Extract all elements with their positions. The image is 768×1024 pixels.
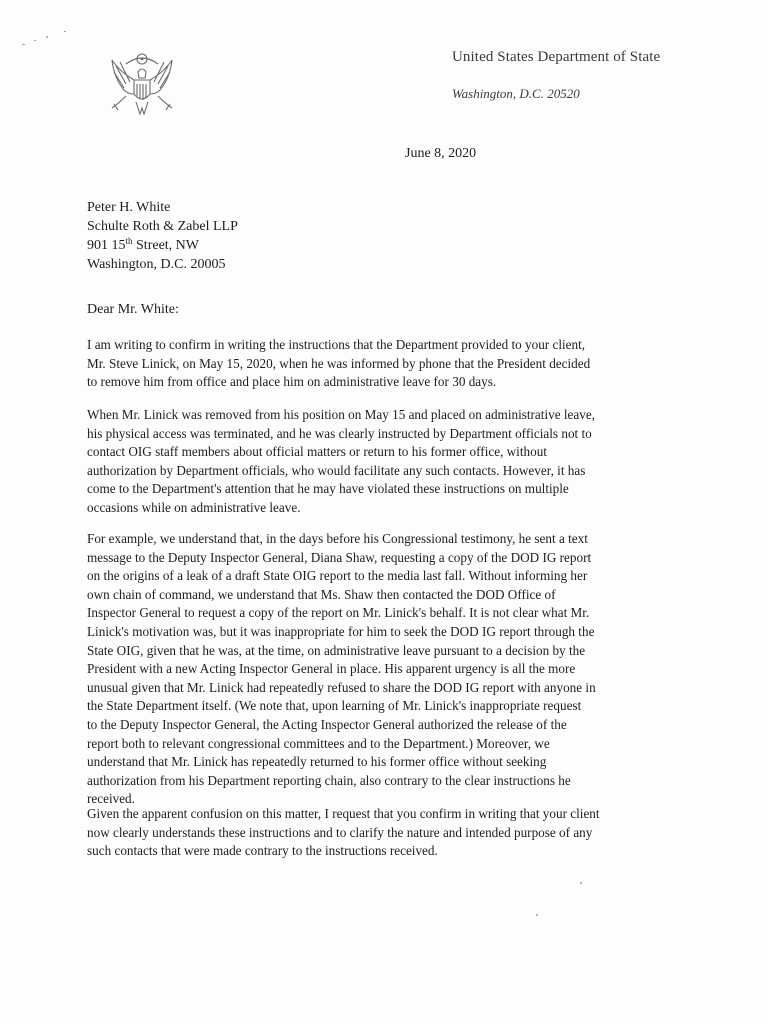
department-seal-icon (104, 50, 180, 122)
scan-speck (580, 882, 582, 884)
street-ordinal-suffix: th (125, 236, 133, 246)
paragraph-line: occasions while on administrative leave. (87, 499, 301, 515)
recipient-firm: Schulte Roth & Zabel LLP (87, 219, 238, 234)
paragraph-line: own chain of command, we understand that Ms. Shaw then contacted the DOD Office of (87, 586, 556, 602)
recipient-address-block (87, 198, 238, 274)
paragraph-3 (87, 530, 697, 809)
letter-date: June 8, 2020 (405, 146, 477, 161)
recipient-street (87, 236, 238, 255)
paragraph-line: When Mr. Linick was removed from his position on May 15 and placed on administrative leave, (87, 407, 595, 422)
department-name: United States Department of State (452, 49, 661, 65)
scan-speck (22, 44, 25, 45)
paragraph-line: Linick's motivation was, but it was inappropriate for him to seek the DOD IG report through the (87, 623, 595, 639)
paragraph-line: Given the apparent confusion on this matter, I request that you confirm in writing that your client (87, 806, 600, 821)
scan-speck (64, 31, 66, 32)
salutation: Dear Mr. White: (87, 302, 179, 317)
paragraph-line: understand that Mr. Linick has repeatedly returned to his former office without seeking (87, 754, 547, 770)
department-location: Washington, D.C. 20520 (452, 86, 580, 101)
scan-speck (536, 914, 538, 916)
paragraph-line: his physical access was terminated, and he was clearly instructed by Department officials not to (87, 425, 592, 441)
paragraph-line: Inspector General to request a copy of the report on Mr. Linick's behalf. It is not clear what Mr. (87, 605, 590, 621)
paragraph-line: State OIG, given that he was, at the time, on administrative leave pursuant to a decision by the (87, 642, 586, 658)
street-name: Street, NW (132, 238, 199, 253)
scan-speck (34, 40, 36, 41)
paragraph-line: to the Deputy Inspector General, the Acting Inspector General authorized the release of the (87, 716, 567, 732)
recipient-name: Peter H. White (87, 200, 171, 215)
paragraph-line: on the origins of a leak of a draft State OIG report to the media last fall. Without informing her (87, 568, 588, 584)
paragraph-line: contact OIG staff members about official matters or return to his former office, without (87, 444, 547, 460)
paragraph-line: the State Department itself. (We note that, upon learning of Mr. Linick's inappropriate request (87, 698, 582, 714)
paragraph-line: to remove him from office and place him on administrative leave for 30 days. (87, 374, 497, 390)
paragraph-line: now clearly understands these instructions and to clarify the nature and intended purpose of any (87, 824, 593, 840)
paragraph-2 (87, 406, 697, 518)
recipient-city: Washington, D.C. 20005 (87, 257, 226, 272)
paragraph-1 (87, 336, 697, 392)
paragraph-line: report both to relevant congressional committees and to the Department.) Moreover, we (87, 735, 550, 751)
paragraph-4 (87, 805, 697, 861)
paragraph-line: I am writing to confirm in writing the instructions that the Department provided to your client, (87, 337, 586, 352)
paragraph-line: such contacts that were made contrary to the instructions received. (87, 843, 438, 859)
paragraph-line: authorization by Department officials, who would facilitate any such contacts. However, it has (87, 462, 586, 478)
paragraph-line: received. (87, 791, 135, 807)
paragraph-line: come to the Department's attention that he may have violated these instructions on multiple (87, 481, 569, 497)
paragraph-line: authorization from his Department reporting chain, also contrary to the clear instructions he (87, 772, 571, 788)
scan-speck (46, 36, 48, 38)
paragraph-line: President with a new Acting Inspector General in place. His apparent urgency is all the more (87, 661, 576, 677)
street-number: 901 15 (87, 238, 126, 253)
paragraph-line: unusual given that Mr. Linick had repeatedly refused to share the DOD IG report with anyone in (87, 679, 596, 695)
paragraph-line: For example, we understand that, in the days before his Congressional testimony, he sent a text (87, 531, 588, 546)
paragraph-line: message to the Deputy Inspector General, Diana Shaw, requesting a copy of the DOD IG report (87, 549, 592, 565)
paragraph-line: Mr. Steve Linick, on May 15, 2020, when he was informed by phone that the President decided (87, 355, 591, 371)
